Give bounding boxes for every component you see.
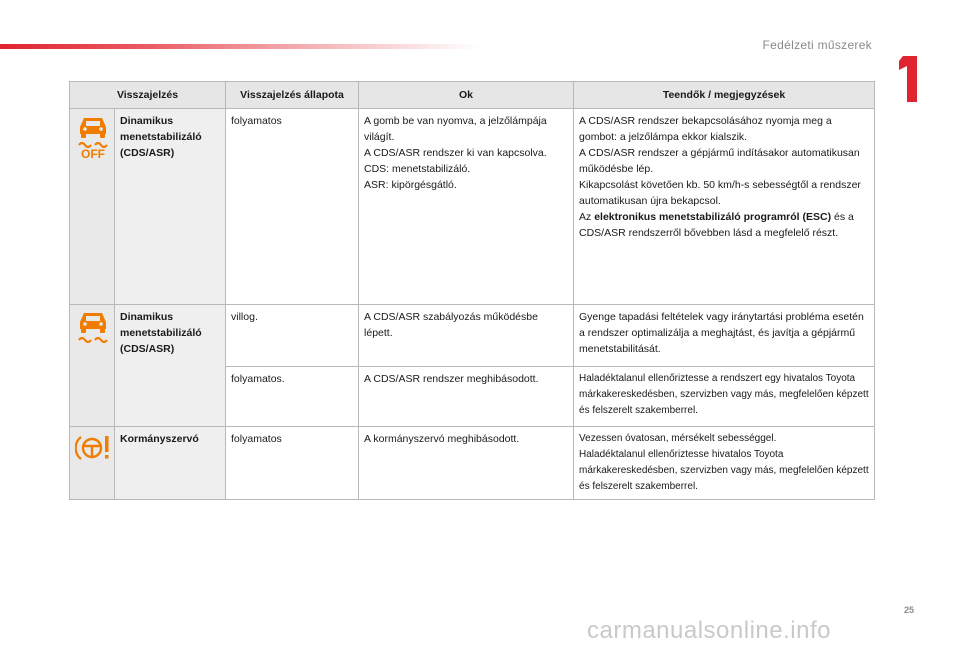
signal-action: Haladéktalanul ellenőriztesse a rendszert egy hivatalos Toyota márkakereskedésben, szervizben vagy más, megfelelően képzett és felszerelt szakemberrel. — [574, 367, 875, 427]
col-header-cause: Ok — [359, 82, 574, 109]
signal-state: folyamatos — [226, 427, 359, 500]
page-number: 25 — [904, 605, 915, 615]
icon-cell — [70, 109, 115, 305]
signal-state: folyamatos. — [226, 367, 359, 427]
icon-cell — [70, 305, 115, 427]
chapter-number — [899, 56, 917, 102]
signal-cause: A CDS/ASR szabályozás működésbe lépett. — [359, 305, 574, 367]
table-header-row — [70, 82, 875, 109]
signal-state: folyamatos — [226, 109, 359, 305]
action-text: A CDS/ASR rendszer bekapcsolásához nyomja meg a gombot: a jelzőlámpa ekkor kialszik. A CDS/ASR rendszer a gépjármű indításakor automatikusan működésbe lép. Kikapcsolást követően kb. 50 km/h-s sebességtől a rendszer automatikusan újra bekapcsol. Az — [579, 115, 861, 223]
power-steering-warning-icon — [75, 431, 113, 465]
col-header-state: Visszajelzés állapota — [226, 82, 359, 109]
signal-action: Gyenge tapadási feltételek vagy iránytartási probléma esetén a rendszer optimalizálja a meghajtást, és javítja a gépjármű menetstabilitását. — [574, 305, 875, 367]
signal-cause: A gomb be van nyomva, a jelzőlámpája világít. A CDS/ASR rendszer ki van kapcsolva. CDS: menetstabilizáló. ASR: kipörgésgátló. — [359, 109, 574, 305]
svg-text:OFF: OFF — [81, 147, 105, 159]
skid-control-icon — [75, 309, 111, 347]
action-text-bold: elektronikus menetstabilizáló programról (ESC) — [594, 211, 832, 223]
signal-action: Vezessen óvatosan, mérsékelt sebességgel. Haladéktalanul ellenőriztesse hivatalos Toyota márkakereskedésben, szervizben vagy más, megfelelően képzett és felszerelt szakemberrel. — [574, 427, 875, 500]
signal-cause: A CDS/ASR rendszer meghibásodott. — [359, 367, 574, 427]
col-header-signal: Visszajelzés — [70, 82, 226, 109]
signal-name: Dinamikus menetstabilizáló (CDS/ASR) — [115, 305, 226, 427]
signal-state: villog. — [226, 305, 359, 367]
signal-action — [574, 109, 875, 305]
signal-cause: A kormányszervó meghibásodott. — [359, 427, 574, 500]
warning-lights-table — [69, 81, 875, 500]
table-row — [70, 427, 875, 500]
header-accent-bar — [0, 44, 480, 49]
skid-control-off-icon — [75, 113, 111, 159]
icon-cell — [70, 427, 115, 500]
section-title: Fedélzeti műszerek — [762, 38, 872, 52]
signal-name: Dinamikus menetstabilizáló (CDS/ASR) — [115, 109, 226, 305]
col-header-action: Teendők / megjegyzések — [574, 82, 875, 109]
signal-name: Kormányszervó — [115, 427, 226, 500]
action-text-end: és a CDS/ASR rendszerről bővebben lásd a megfelelő részt. — [579, 211, 854, 239]
table-row — [70, 305, 875, 367]
table-row — [70, 109, 875, 305]
watermark: carmanualsonline.info — [587, 617, 831, 644]
